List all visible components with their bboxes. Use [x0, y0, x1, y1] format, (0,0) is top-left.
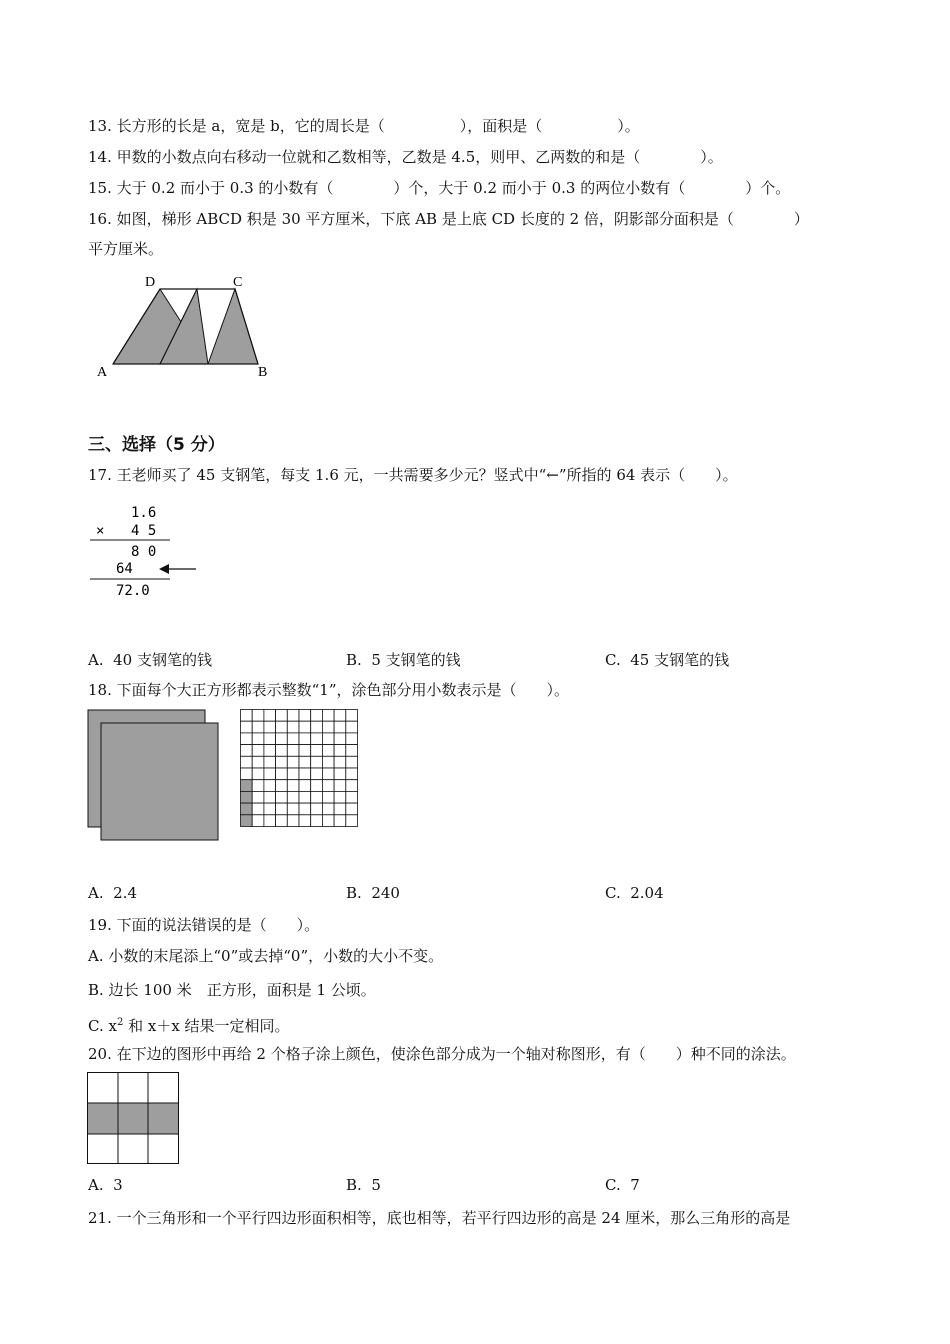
grid-cell	[276, 780, 288, 792]
grid-cell	[276, 803, 288, 815]
question-19: 19. 下面的说法错误的是（ ）。	[88, 916, 320, 934]
grid-cell	[264, 745, 276, 757]
grid-cell	[311, 768, 323, 780]
grid-cell	[334, 745, 346, 757]
q20-option-c[interactable]: C. 7	[605, 1176, 640, 1194]
grid-cell	[276, 791, 288, 803]
grid-cell	[287, 756, 299, 768]
grid-cell	[252, 803, 264, 815]
grid-cell	[264, 733, 276, 745]
shaded-triangle-3	[208, 289, 258, 364]
grid-cell	[276, 733, 288, 745]
grid-cell	[287, 815, 299, 827]
grid-cell	[346, 768, 358, 780]
label-a: A	[97, 365, 108, 380]
grid-cell	[264, 768, 276, 780]
calc-row-3: 8 0	[131, 544, 157, 560]
q18-option-a[interactable]: A. 2.4	[88, 884, 137, 902]
grid-cell	[252, 721, 264, 733]
grid-cell	[311, 710, 323, 722]
label-d: D	[145, 275, 156, 290]
grid-cell	[276, 721, 288, 733]
grid-cell	[311, 780, 323, 792]
q20-shaded-row	[88, 1103, 179, 1134]
question-17: 17. 王老师买了 45 支钢笔，每支 1.6 元，一共需要多少元？竖式中“←”所指的 64 表示（ ）。	[88, 466, 738, 484]
calc-row-4: 64	[116, 561, 133, 577]
q17-option-c[interactable]: C. 45 支钢笔的钱	[605, 651, 730, 669]
grid-cell	[334, 768, 346, 780]
grid-cell	[264, 756, 276, 768]
grid-cell	[322, 733, 334, 745]
grid-cell	[276, 745, 288, 757]
grid-cell	[287, 791, 299, 803]
grid-cell	[287, 803, 299, 815]
calc-row-1: 1.6	[131, 505, 157, 521]
grid-cell	[264, 815, 276, 827]
grid-cell	[322, 745, 334, 757]
grid-cell	[264, 710, 276, 722]
q19-option-a[interactable]: A. 小数的末尾添上“0”或去掉“0”，小数的大小不变。	[88, 947, 444, 965]
grid-cell	[311, 756, 323, 768]
grid-cell	[334, 791, 346, 803]
grid-cell	[299, 780, 311, 792]
grid-cell	[241, 733, 253, 745]
grid-cell	[322, 768, 334, 780]
grid-cell	[346, 815, 358, 827]
q18-hundred-grid	[240, 709, 360, 829]
grid-cell	[346, 721, 358, 733]
grid-cell	[322, 803, 334, 815]
grid-cell	[334, 815, 346, 827]
grid-cell	[287, 733, 299, 745]
question-14: 14. 甲数的小数点向右移动一位就和乙数相等，乙数是 4.5，则甲、乙两数的和是（ ）。	[88, 148, 723, 166]
grid-cell	[322, 721, 334, 733]
grid-cell	[334, 756, 346, 768]
grid-cell	[264, 791, 276, 803]
grid-cell	[276, 710, 288, 722]
question-16-line1: 16. 如图，梯形 ABCD 积是 30 平方厘米，下底 AB 是上底 CD 长度的 2 倍，阴影部分面积是（ ）	[88, 210, 809, 228]
grid-cell	[287, 721, 299, 733]
grid-cell	[311, 721, 323, 733]
q17-option-a[interactable]: A. 40 支钢笔的钱	[88, 651, 212, 669]
grid-cell	[311, 791, 323, 803]
grid-cell	[322, 791, 334, 803]
grid-cell	[311, 733, 323, 745]
grid-cell	[252, 780, 264, 792]
q20-grid	[87, 1072, 180, 1165]
calc-row-5: 72.0	[116, 583, 150, 599]
grid-cell-shaded	[241, 791, 253, 803]
grid-cell	[287, 768, 299, 780]
grid-cell	[299, 745, 311, 757]
q19-c-suffix: 和 x＋x 结果一定相同。	[123, 1017, 290, 1035]
grid-cell	[241, 756, 253, 768]
grid-cell	[264, 721, 276, 733]
grid-cell	[322, 815, 334, 827]
grid-cell	[334, 733, 346, 745]
grid-cell	[264, 780, 276, 792]
grid-cell	[241, 768, 253, 780]
grid-cell	[276, 815, 288, 827]
grid-cell	[252, 756, 264, 768]
grid-cell	[241, 710, 253, 722]
grid-cell-shaded	[241, 780, 253, 792]
label-c: C	[233, 275, 243, 290]
grid-cell	[252, 710, 264, 722]
grid-cell	[299, 733, 311, 745]
q20-option-b[interactable]: B. 5	[346, 1176, 381, 1194]
grid-cell	[299, 815, 311, 827]
label-b: B	[258, 365, 268, 380]
question-13: 13. 长方形的长是 a，宽是 b，它的周长是（ ），面积是（ ）。	[88, 117, 640, 135]
grid-cell	[276, 756, 288, 768]
whole-square-front	[101, 723, 218, 840]
grid-cell	[299, 710, 311, 722]
question-18: 18. 下面每个大正方形都表示整数“1”，涂色部分用小数表示是（ ）。	[88, 681, 570, 699]
grid-cell	[252, 733, 264, 745]
q18-whole-squares	[87, 709, 222, 844]
grid-cell	[299, 756, 311, 768]
question-15: 15. 大于 0.2 而小于 0.3 的小数有（ ）个，大于 0.2 而小于 0.3 的两位小数有（ ）个。	[88, 179, 791, 197]
question-20: 20. 在下边的图形中再给 2 个格子涂上颜色，使涂色部分成为一个轴对称图形，有（ ）种不同的涂法。	[88, 1045, 796, 1063]
grid-cell	[252, 791, 264, 803]
vertical-multiplication	[88, 500, 208, 605]
left-arrow-icon	[159, 564, 169, 574]
grid-cell	[346, 791, 358, 803]
grid-cell	[346, 756, 358, 768]
grid-cell	[346, 733, 358, 745]
grid-cell	[252, 815, 264, 827]
calc-multiply-sign: ×	[96, 523, 105, 539]
q19-option-c[interactable]	[88, 1013, 290, 1036]
grid-cell	[334, 780, 346, 792]
trapezoid-figure	[95, 272, 275, 384]
q18-option-c[interactable]: C. 2.04	[605, 884, 664, 902]
question-16-line2: 平方厘米。	[88, 240, 164, 258]
grid-cell	[334, 721, 346, 733]
question-21: 21. 一个三角形和一个平行四边形面积相等，底也相等，若平行四边形的高是 24 厘米，那么三角形的高是	[88, 1209, 791, 1227]
grid-cell	[241, 721, 253, 733]
q17-option-b[interactable]: B. 5 支钢笔的钱	[346, 651, 461, 669]
grid-cell	[241, 745, 253, 757]
grid-cell-shaded	[241, 815, 253, 827]
grid-cell-shaded	[241, 803, 253, 815]
grid-cell	[322, 756, 334, 768]
grid-cell	[334, 710, 346, 722]
section-3-title: 三、选择（5 分）	[88, 435, 225, 455]
grid-cell	[311, 815, 323, 827]
q18-option-b[interactable]: B. 240	[346, 884, 400, 902]
grid-cell	[334, 803, 346, 815]
q19-c-prefix: C. x	[88, 1017, 117, 1035]
q19-c-superscript: 2	[116, 1017, 124, 1028]
grid-cell	[299, 803, 311, 815]
grid-cell	[276, 768, 288, 780]
grid-cell	[299, 768, 311, 780]
grid-cell	[299, 791, 311, 803]
grid-cell	[322, 780, 334, 792]
grid-cell	[346, 710, 358, 722]
grid-cell	[346, 803, 358, 815]
grid-cell	[346, 745, 358, 757]
grid-cell	[299, 721, 311, 733]
grid-cell	[287, 780, 299, 792]
grid-cell	[311, 803, 323, 815]
grid-cell	[346, 780, 358, 792]
q19-option-b[interactable]: B. 边长 100 米 正方形，面积是 1 公顷。	[88, 981, 376, 999]
grid-cell	[311, 745, 323, 757]
grid-cell	[252, 768, 264, 780]
grid-cell	[264, 803, 276, 815]
grid-cell	[287, 710, 299, 722]
calc-row-2: 4 5	[131, 523, 157, 539]
grid-cell	[252, 745, 264, 757]
grid-cell	[287, 745, 299, 757]
grid-cell	[322, 710, 334, 722]
q20-option-a[interactable]: A. 3	[88, 1176, 123, 1194]
